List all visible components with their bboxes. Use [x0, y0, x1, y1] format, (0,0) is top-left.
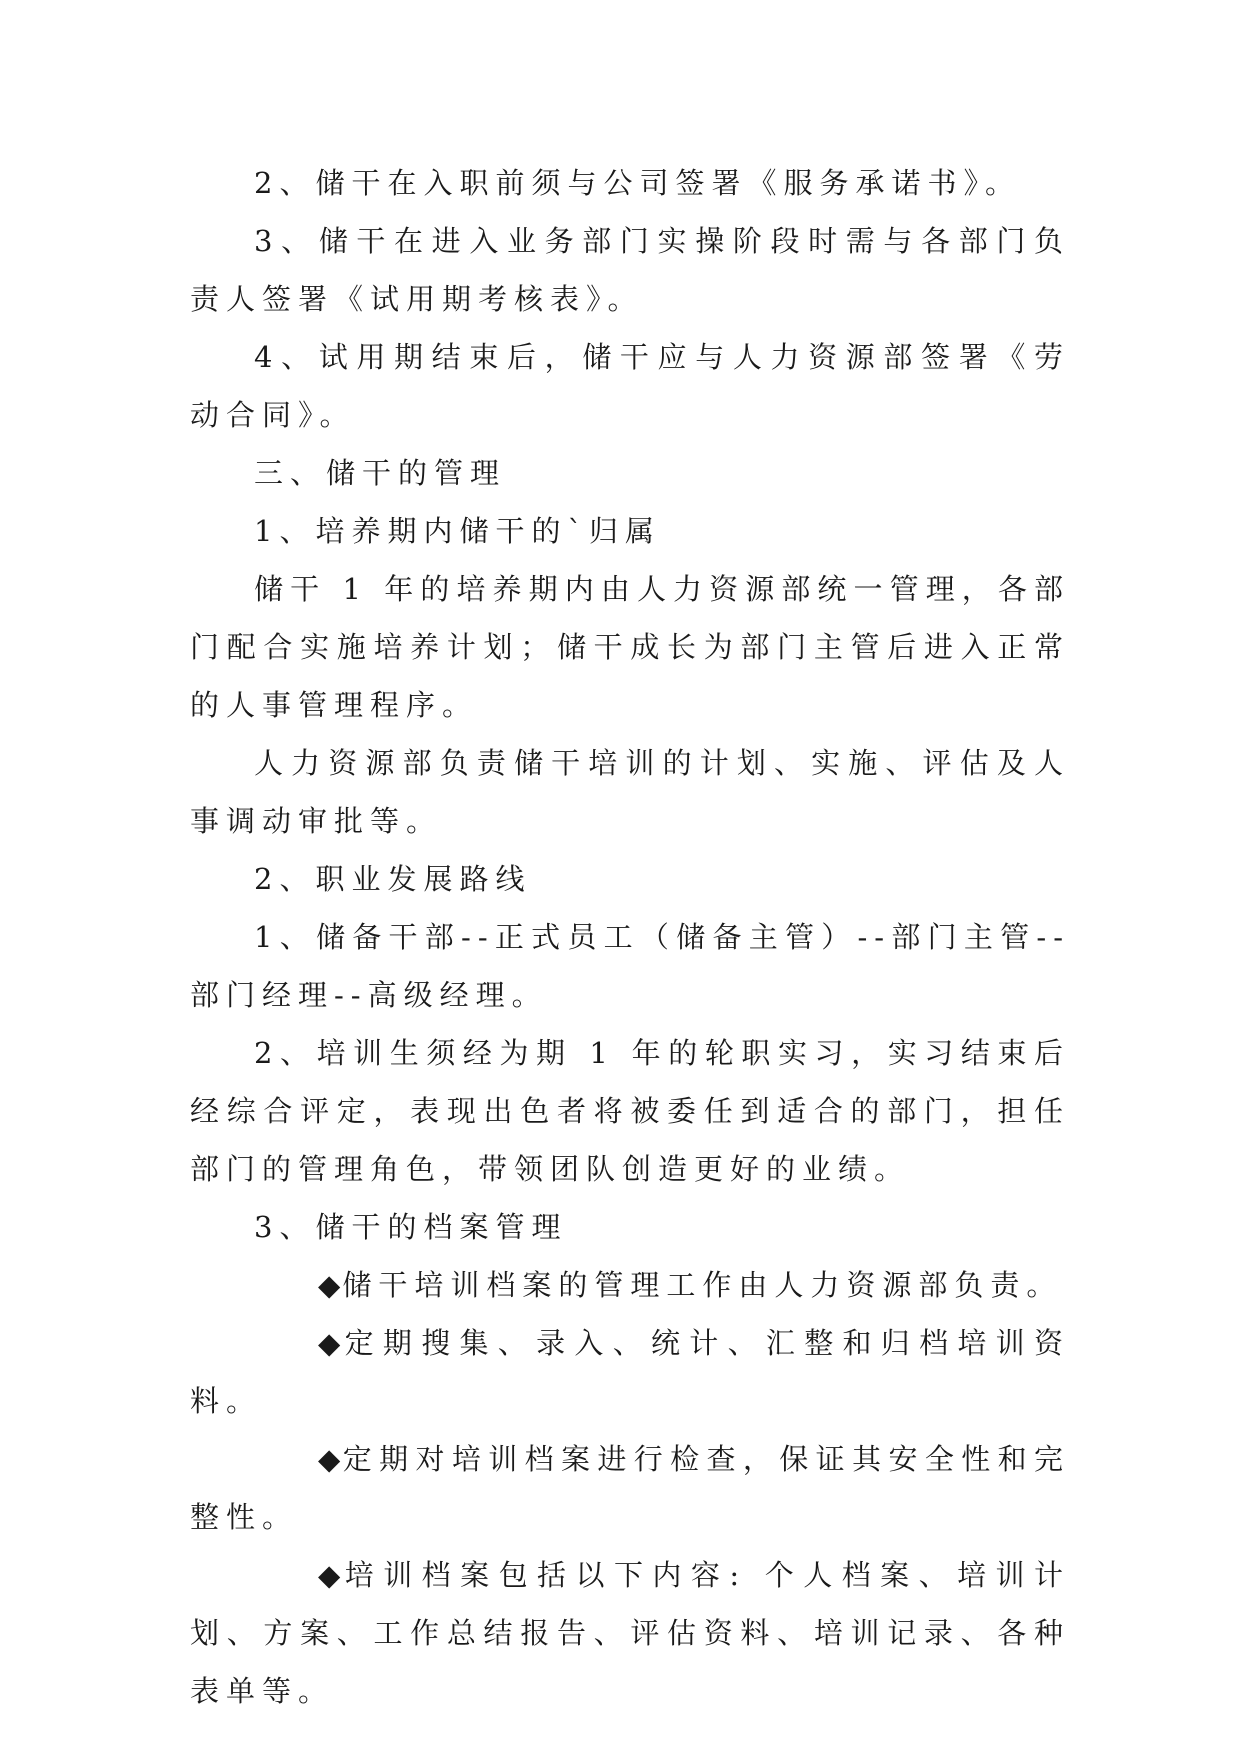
bullet-text: 储干培训档案的管理工作由人力资源部负责。 [342, 1268, 1063, 1302]
bullet-item [190, 1256, 1070, 1314]
diamond-bullet-icon: ◆ [318, 1268, 341, 1302]
diamond-bullet-icon: ◆ [318, 1326, 341, 1360]
diamond-bullet-icon: ◆ [318, 1558, 341, 1592]
bullet-text: 定期搜集、录入、统计、汇整和归档培训资料。 [190, 1326, 1070, 1418]
diamond-bullet-icon: ◆ [318, 1442, 341, 1476]
bullet-text: 培训档案包括以下内容: 个人档案、培训计划、方案、工作总结报告、评估资料、培训记录、各种表单等。 [190, 1558, 1070, 1708]
document-body [190, 154, 1070, 1720]
subheading-archive-management: 3、储干的档案管理 [254, 1210, 568, 1244]
bullet-item [190, 1430, 1070, 1546]
paragraph-career-ladder: 1、储备干部--正式员工（储备主管）--部门主管--部门经理--高级经理。 [190, 920, 1070, 1012]
paragraph-service-commitment: 2、储干在入职前须与公司签署《服务承诺书》。 [254, 166, 1021, 200]
section-heading-management: 三、储干的管理 [254, 456, 507, 490]
bullet-text: 定期对培训档案进行检查，保证其安全性和完整性。 [190, 1442, 1070, 1534]
paragraph-labor-contract: 4、试用期结束后，储干应与人力资源部签署《劳动合同》。 [190, 340, 1070, 432]
bullet-item [190, 1546, 1070, 1720]
paragraph-training-period: 储干 1 年的培养期内由人力资源部统一管理，各部门配合实施培养计划；储干成长为部门主管后进入正常的人事管理程序。 [190, 572, 1070, 722]
subheading-career-path: 2、职业发展路线 [254, 862, 532, 896]
paragraph-rotation: 2、培训生须经为期 1 年的轮职实习，实习结束后经综合评定，表现出色者将被委任到适合的部门，担任部门的管理角色，带领团队创造更好的业绩。 [190, 1036, 1070, 1186]
paragraph-probation-assessment: 3、储干在进入业务部门实操阶段时需与各部门负责人签署《试用期考核表》。 [190, 224, 1070, 316]
subheading-ownership: 1、培养期内储干的`归属 [254, 514, 661, 548]
bullet-item [190, 1314, 1070, 1430]
paragraph-hr-responsibility: 人力资源部负责储干培训的计划、实施、评估及人事调动审批等。 [190, 746, 1070, 838]
